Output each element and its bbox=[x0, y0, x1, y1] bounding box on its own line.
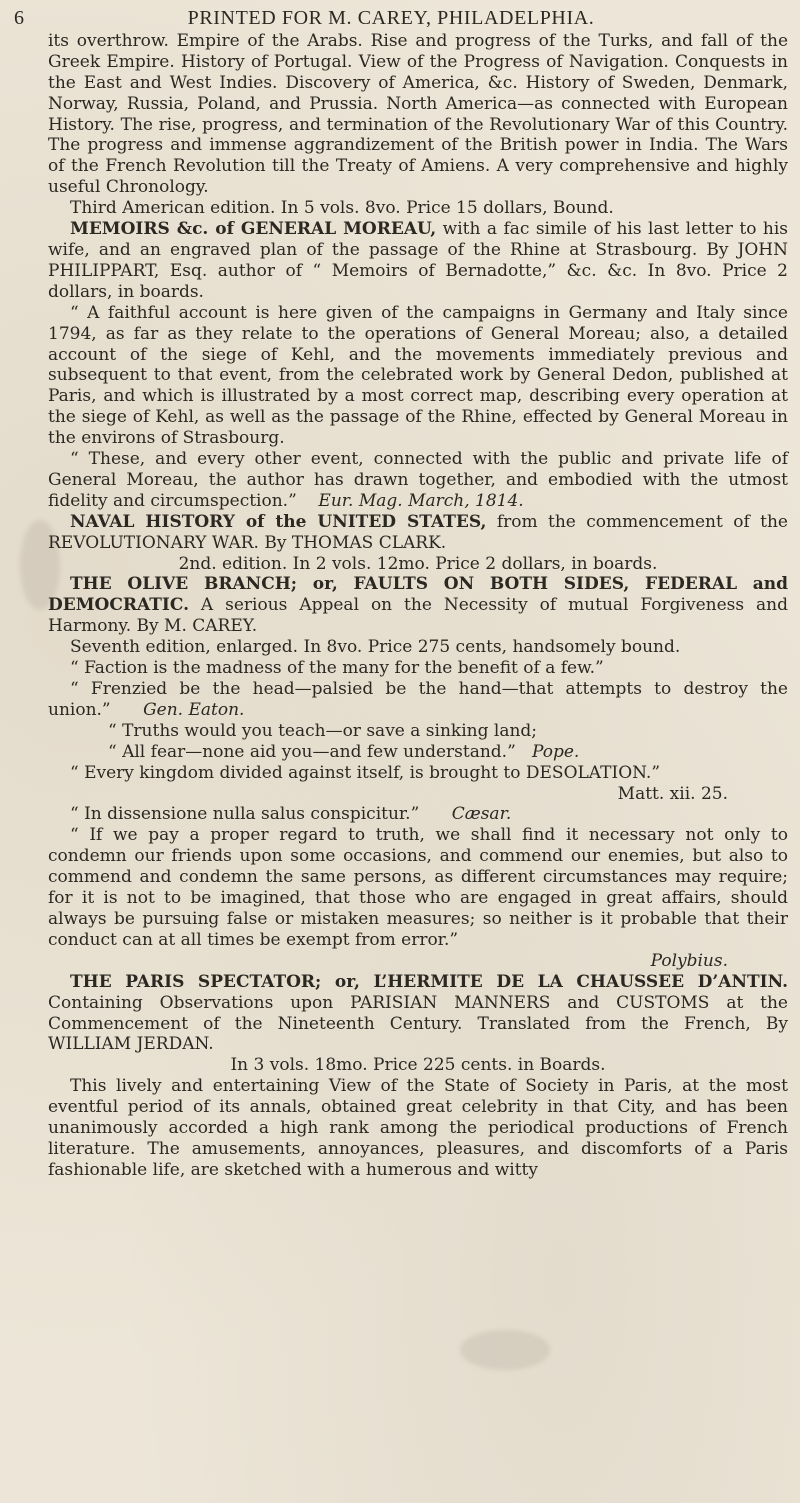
entry-paris-details: Containing Observations upon PARISIAN MANNERS and CUSTOMS at the Commencement of the Nineteenth Century. Translated from the French, By WILLIAM JERDAN. bbox=[48, 992, 788, 1055]
page-content bbox=[14, 7, 788, 1181]
review-moreau-2-text: “ These, and every other event, connected with the public and private life of General Moreau, the author has drawn together, and embodied with the utmost fidelity and circumspection.” bbox=[48, 449, 788, 511]
entry-naval-edition: 2nd. edition. In 2 vols. 12mo. Price 2 dollars, in boards. bbox=[178, 553, 658, 574]
review-source: Eur. Mag. March, 1814. bbox=[318, 490, 524, 511]
running-title: PRINTED FOR M. CAREY, PHILADELPHIA. bbox=[187, 7, 595, 29]
paragraph-history-contents: its overthrow. Empire of the Arabs. Rise and progress of the Turks, and fall of the Greek Empire. History of Portugal. View of the Progress of Navigation. Conquests in the East and West Indies. Discovery of America, &c. History of Sweden, Denmark, Norway, Russia, Poland, and Prussia. North America—as connected with European History. The rise, progress, and termination of the Revolutionary War of this Country. The progress and immense aggrandizement of the British power in India. The Wars of the French Revolution till the Treaty of Amiens. A very comprehensive and highly useful Chronology. bbox=[48, 30, 788, 198]
review-moreau-1: “ A faithful account is here given of the campaigns in Germany and Italy since 1794, as far as they relate to the operations of General Moreau; also, a detailed account of the siege of Kehl, and the movements immediately previous and subsequent to that event, from the celebrated work by General Dedon, published at Paris, and which is illustrated by a most correct map, describing every operation at the siege of Kehl, as well as the passage of the Rhine, effected by General Moreau in the environs of Strasbourg. bbox=[48, 302, 788, 449]
quote-matthew-source: Matt. xii. 25. bbox=[617, 783, 728, 804]
quote-eaton bbox=[48, 679, 788, 721]
entry-olive-details: A serious Appeal on the Necessity of mutual Forgiveness and Harmony. By M. CAREY. bbox=[48, 595, 788, 637]
entry-olive-branch bbox=[48, 574, 788, 637]
quote-eaton-text: “ Frenzied be the head—palsied be the hand—that attempts to destroy the union.” bbox=[48, 679, 788, 720]
review-moreau-2 bbox=[48, 449, 788, 512]
quote-pope-text: “ All fear—none aid you—and few understand.” bbox=[108, 741, 516, 762]
quote-pope-line1: “ Truths would you teach—or save a sinking land; bbox=[108, 720, 538, 741]
entry-olive-edition: Seventh edition, enlarged. In 8vo. Price 275 cents, handsomely bound. bbox=[70, 637, 681, 658]
quote-polybius: “ If we pay a proper regard to truth, we shall find it necessary not only to condemn our friends upon some occasions, and commend our enemies, but also to commend and condemn the same persons, as different circumstances may require; for it is not to be imagined, that those who are engaged in great affairs, should always be pursuing false or mistaken measures; so neither is it probable that their conduct can at all times be exempt from error.” bbox=[48, 825, 788, 950]
entry-naval-title: NAVAL HISTORY of the UNITED STATES, bbox=[70, 511, 487, 532]
entry-paris-spectator bbox=[48, 972, 788, 1056]
entry-paris-title: THE PARIS SPECTATOR; or, L’HERMITE DE LA CHAUSSEE D’ANTIN. bbox=[70, 971, 788, 992]
page-number: 6 bbox=[14, 7, 25, 29]
paper-stain bbox=[460, 1330, 550, 1370]
entry-moreau-details: with a fac simile of his last letter to his wife, and an engraved plan of the passage of the Rhine at Strasbourg. By JOHN PHILIPPART, Esq. author of “ Memoirs of Bernadotte,” &c. &c. In 8vo. Price 2 dollars, in boards. bbox=[48, 219, 788, 302]
quote-faction: “ Faction is the madness of the many for the benefit of a few.” bbox=[70, 658, 604, 679]
paragraph-history-price: Third American edition. In 5 vols. 8vo. Price 15 dollars, Bound. bbox=[70, 198, 614, 219]
entry-moreau-title: MEMOIRS &c. of GENERAL MOREAU, bbox=[70, 219, 437, 240]
quote-matthew: “ Every kingdom divided against itself, is brought to DESOLATION.” bbox=[70, 762, 661, 783]
entry-naval-details: from the commencement of the REVOLUTIONARY WAR. By THOMAS CLARK. bbox=[48, 511, 788, 553]
quote-caesar-text: “ In dissensione nulla salus conspicitur.” bbox=[70, 804, 420, 825]
entry-naval-history bbox=[48, 512, 788, 554]
entry-olive-title: THE OLIVE BRANCH; or, FAULTS ON BOTH SIDES, FEDERAL and DEMOCRATIC. bbox=[48, 574, 788, 616]
quote-caesar-source: Cæsar. bbox=[451, 804, 512, 825]
quote-eaton-source: Gen. Eaton. bbox=[143, 699, 245, 720]
quote-pope-source: Pope. bbox=[532, 741, 580, 762]
entry-paris-description: This lively and entertaining View of the State of Society in Paris, at the most eventful period of its annals, obtained great celebrity in that City, and has been unanimously accorded a high rank among the periodical productions of French literature. The amusements, annoyances, pleasures, and discomforts of a Paris fashionable life, are sketched with a humerous and witty bbox=[48, 1076, 788, 1180]
quote-caesar bbox=[48, 804, 788, 825]
page-header bbox=[14, 7, 788, 29]
entry-paris-price: In 3 vols. 18mo. Price 225 cents. in Boards. bbox=[230, 1055, 606, 1076]
entry-moreau bbox=[48, 219, 788, 303]
quote-polybius-source: Polybius. bbox=[650, 950, 728, 971]
quote-pope-line2 bbox=[48, 742, 788, 763]
